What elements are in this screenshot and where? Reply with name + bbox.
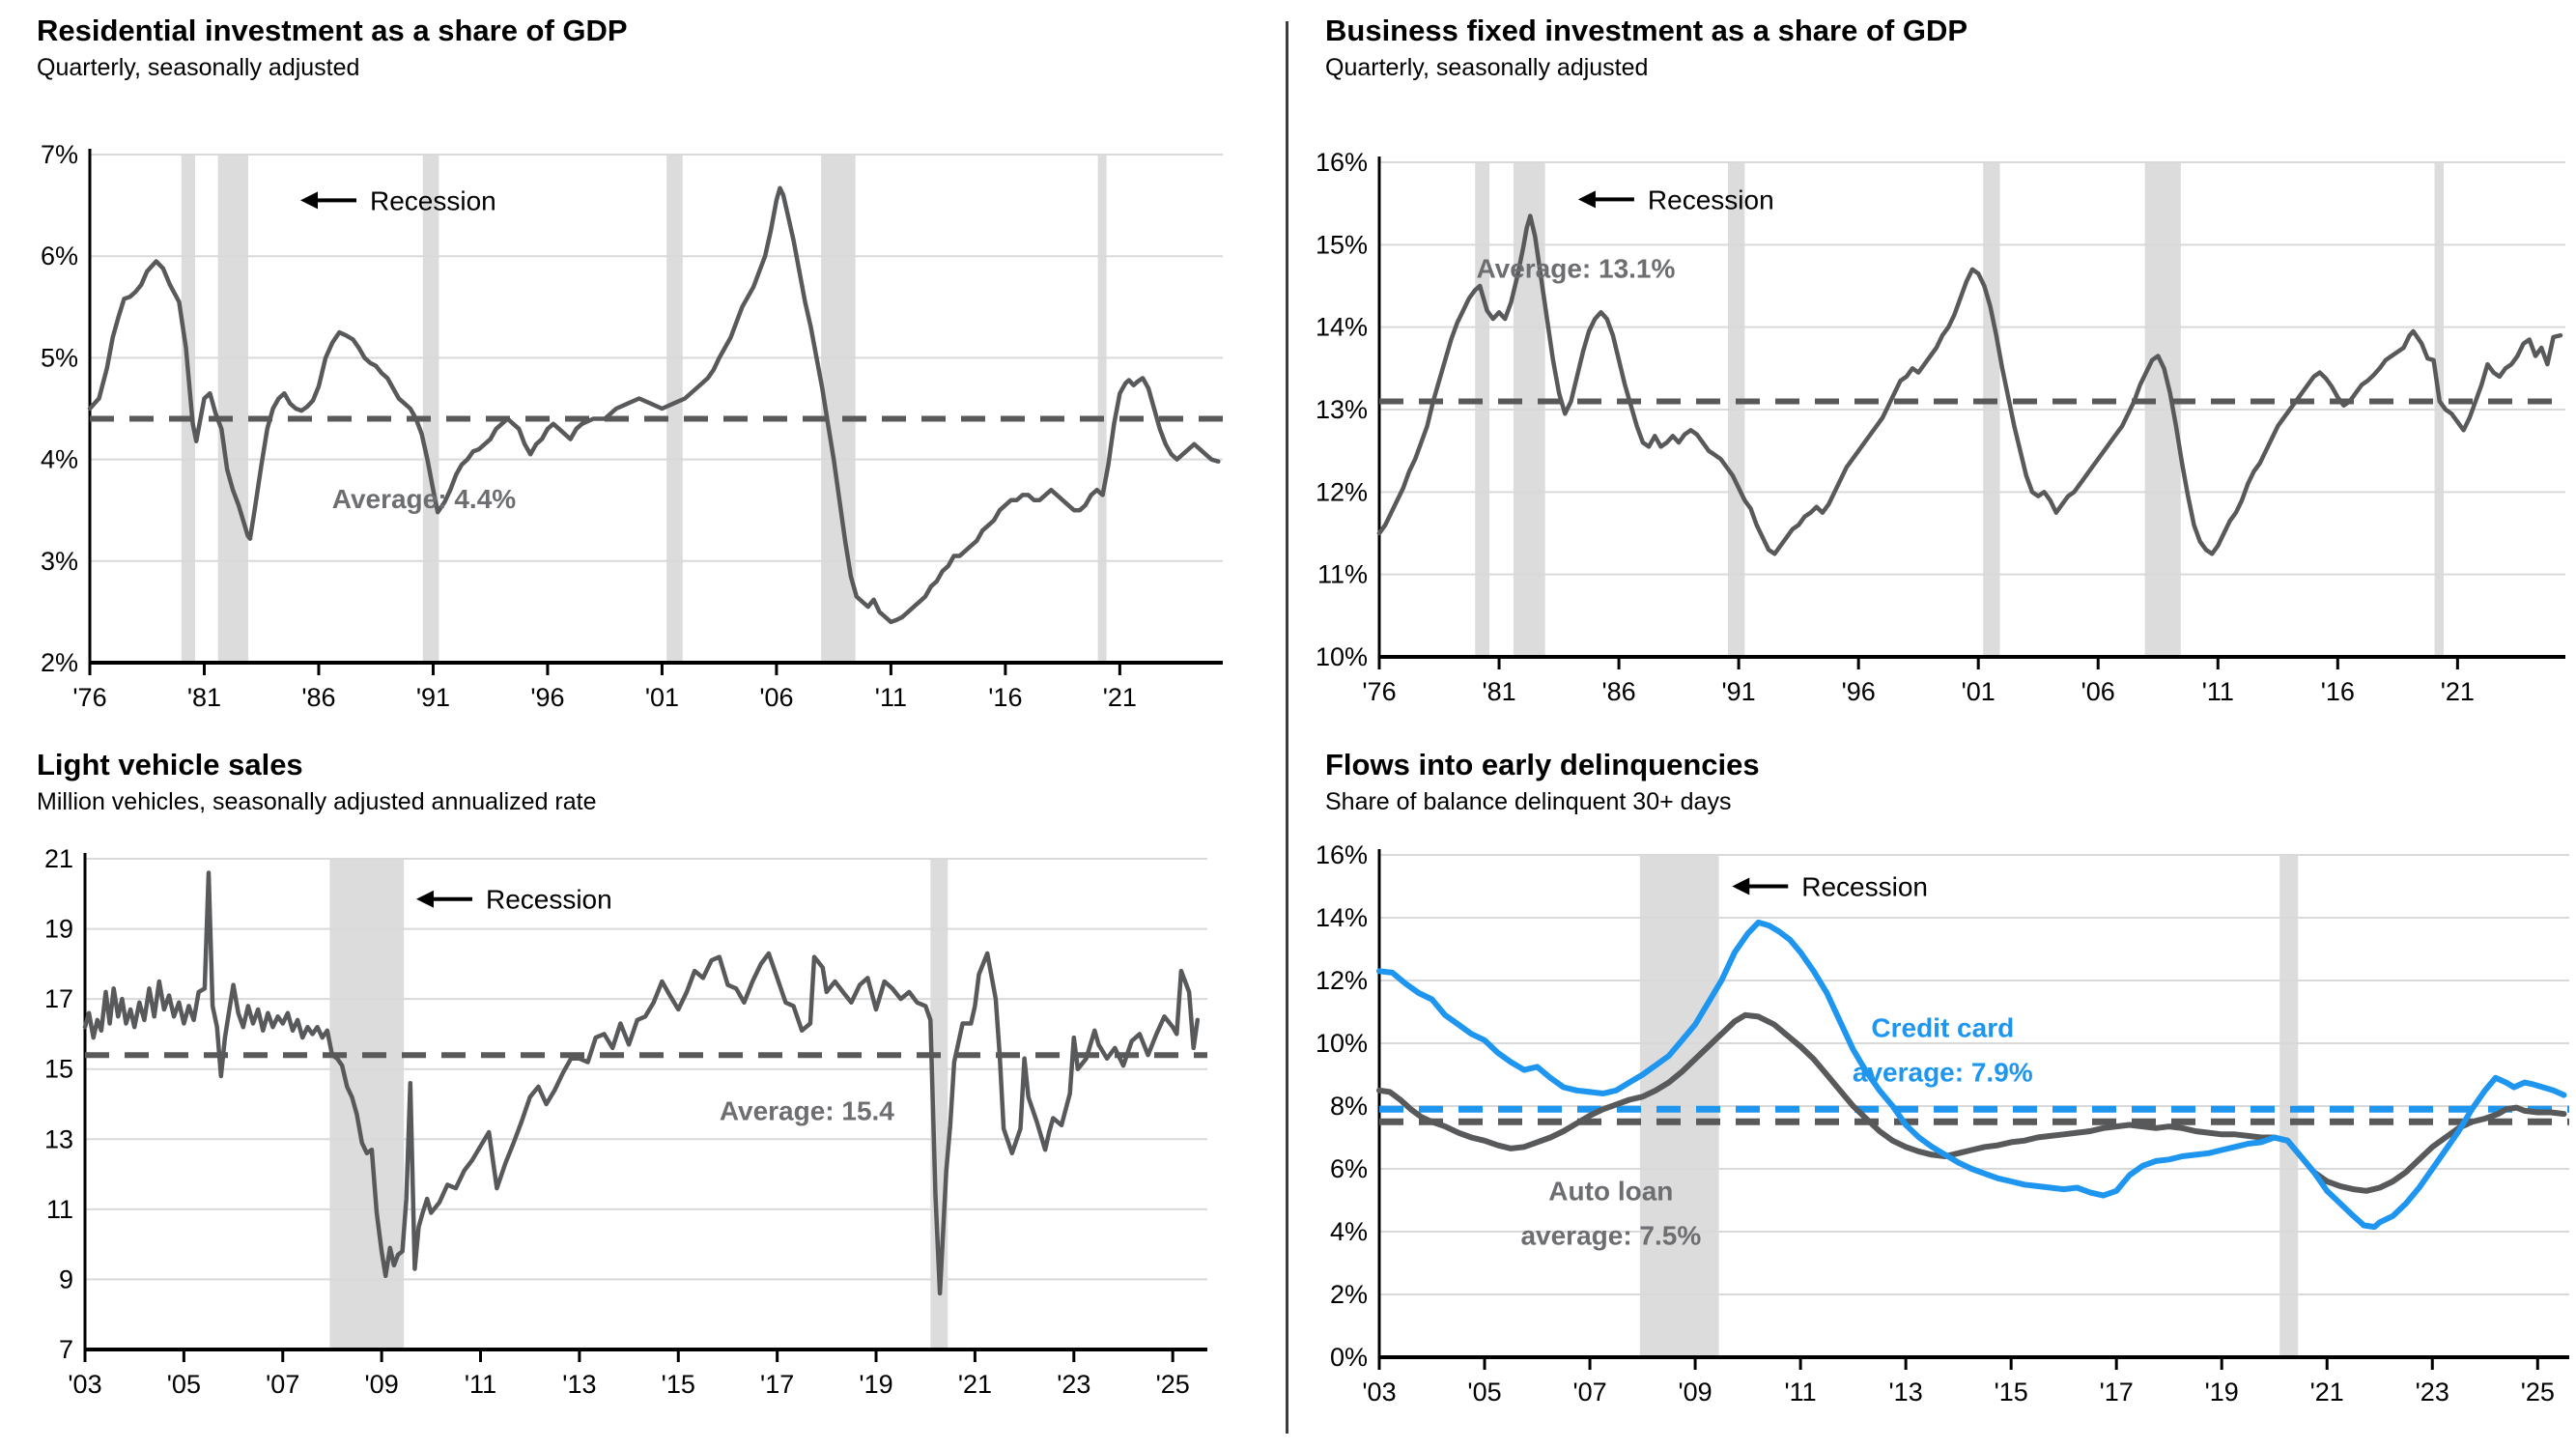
recession-label: Recession	[485, 884, 612, 915]
series-light-vehicle-sales	[85, 873, 1198, 1293]
y-tick-label: 9	[58, 1264, 73, 1294]
y-tick-label: 7%	[40, 140, 78, 169]
x-tick-label: '21	[1102, 683, 1137, 712]
x-tick-label: '25	[1155, 1370, 1190, 1399]
x-tick-label: '05	[1467, 1378, 1502, 1406]
y-tick-label: 2%	[1329, 1280, 1368, 1309]
x-tick-label: '07	[1572, 1378, 1607, 1406]
y-tick-label: 11	[45, 1194, 73, 1224]
y-tick-label: 14%	[1315, 312, 1368, 342]
x-tick-label: '91	[1721, 677, 1756, 706]
x-tick-label: '01	[644, 683, 680, 712]
x-tick-label: '06	[2081, 677, 2115, 706]
x-tick-label: '16	[988, 683, 1023, 712]
x-tick-label: '01	[1961, 677, 1996, 706]
residential-investment-panel	[0, 0, 1288, 734]
recession-arrow-head	[300, 191, 318, 209]
y-tick-label: 19	[43, 914, 73, 944]
average-label: Average: 4.4%	[331, 484, 517, 515]
x-tick-label: '25	[2520, 1378, 2555, 1406]
chart-subtitle: Quarterly, seasonally adjusted	[1325, 54, 1649, 81]
x-tick-label: '16	[2320, 677, 2355, 706]
y-tick-label: 14%	[1315, 903, 1368, 932]
average-label: Credit card	[1871, 1012, 2015, 1043]
recession-arrow-head	[416, 891, 434, 908]
x-tick-label: '13	[1888, 1378, 1923, 1406]
y-tick-label: 2%	[40, 648, 78, 677]
delinquencies-chart	[1288, 734, 2576, 1449]
average-label: average: 7.5%	[1520, 1220, 1702, 1251]
chart-subtitle: Share of balance delinquent 30+ days	[1325, 788, 1732, 815]
x-tick-label: '17	[2099, 1378, 2134, 1406]
x-tick-label: '21	[2440, 677, 2475, 706]
y-tick-label: 16%	[1315, 840, 1368, 869]
x-tick-label: '03	[68, 1370, 102, 1399]
y-tick-label: 17	[43, 984, 73, 1014]
x-tick-label: '11	[874, 683, 907, 712]
x-tick-label: '23	[2415, 1378, 2449, 1406]
x-tick-label: '21	[2309, 1378, 2344, 1406]
y-tick-label: 13	[43, 1124, 73, 1154]
vehicle-sales-panel	[0, 734, 1288, 1449]
x-tick-label: '05	[166, 1370, 201, 1399]
y-tick-label: 3%	[40, 546, 78, 576]
x-tick-label: '96	[530, 683, 565, 712]
x-tick-label: '19	[859, 1370, 893, 1399]
recession-arrow-head	[1732, 878, 1749, 895]
x-tick-label: '76	[72, 683, 107, 712]
x-tick-label: '91	[415, 683, 451, 712]
y-tick-label: 16%	[1315, 148, 1368, 177]
business-investment-chart	[1288, 0, 2576, 734]
x-tick-label: '13	[562, 1370, 597, 1399]
y-tick-label: 0%	[1329, 1343, 1368, 1372]
recession-band	[1098, 155, 1107, 663]
recession-band	[218, 155, 248, 663]
x-tick-label: '81	[1482, 677, 1516, 706]
y-tick-label: 12%	[1315, 966, 1368, 995]
x-tick-label: '07	[266, 1370, 300, 1399]
recession-label: Recession	[370, 185, 496, 216]
y-tick-label: 7	[58, 1335, 73, 1364]
recession-band	[329, 859, 404, 1350]
recession-label: Recession	[1801, 871, 1928, 902]
chart-subtitle: Quarterly, seasonally adjusted	[37, 54, 360, 81]
chart-title: Residential investment as a share of GDP	[37, 14, 628, 47]
y-tick-label: 11%	[1316, 559, 1368, 589]
x-tick-label: '21	[957, 1370, 993, 1399]
x-tick-label: '11	[1784, 1378, 1817, 1406]
average-label: Auto loan	[1548, 1176, 1674, 1207]
delinquencies-panel	[1288, 734, 2576, 1449]
recession-band	[666, 155, 683, 663]
y-tick-label: 12%	[1315, 477, 1368, 507]
x-tick-label: '11	[464, 1370, 497, 1399]
x-tick-label: '86	[301, 683, 336, 712]
y-tick-label: 5%	[40, 343, 78, 373]
chart-title: Light vehicle sales	[37, 748, 303, 781]
x-tick-label: '23	[1057, 1370, 1091, 1399]
x-tick-label: '86	[1601, 677, 1636, 706]
x-tick-label: '19	[2204, 1378, 2239, 1406]
x-tick-label: '81	[186, 683, 222, 712]
x-tick-label: '06	[759, 683, 794, 712]
x-tick-label: '11	[2201, 677, 2234, 706]
chart-subtitle: Million vehicles, seasonally adjusted annualized rate	[37, 788, 597, 815]
x-tick-label: '76	[1362, 677, 1397, 706]
residential-investment-chart	[0, 0, 1288, 734]
y-tick-label: 8%	[1329, 1092, 1368, 1121]
recession-arrow-head	[1578, 190, 1596, 208]
series-residential-investment-share-of-gdp	[90, 188, 1218, 622]
average-label: Average: 15.4	[719, 1095, 894, 1126]
x-tick-label: '15	[661, 1370, 695, 1399]
y-tick-label: 10%	[1315, 642, 1368, 671]
chart-title: Business fixed investment as a share of GDP	[1325, 14, 1968, 47]
business-investment-panel	[1288, 0, 2576, 734]
average-label: Average: 13.1%	[1476, 253, 1676, 284]
y-tick-label: 15	[43, 1054, 73, 1084]
chart-title: Flows into early delinquencies	[1325, 748, 1760, 781]
y-tick-label: 6%	[1329, 1154, 1368, 1183]
x-tick-label: '03	[1362, 1378, 1397, 1406]
recession-band	[423, 155, 439, 663]
y-tick-label: 6%	[40, 242, 78, 271]
x-tick-label: '15	[1994, 1378, 2028, 1406]
y-tick-label: 15%	[1315, 230, 1368, 260]
x-tick-label: '96	[1841, 677, 1876, 706]
y-tick-label: 21	[43, 844, 73, 873]
y-tick-label: 4%	[40, 444, 78, 474]
x-tick-label: '09	[1678, 1378, 1713, 1406]
x-tick-label: '17	[760, 1370, 795, 1399]
recession-label: Recession	[1647, 185, 1774, 215]
x-tick-label: '09	[364, 1370, 399, 1399]
y-tick-label: 13%	[1315, 395, 1368, 424]
vehicle-sales-chart	[0, 734, 1288, 1449]
y-tick-label: 10%	[1315, 1029, 1368, 1058]
average-label: average: 7.9%	[1852, 1057, 2033, 1088]
y-tick-label: 4%	[1329, 1217, 1368, 1246]
